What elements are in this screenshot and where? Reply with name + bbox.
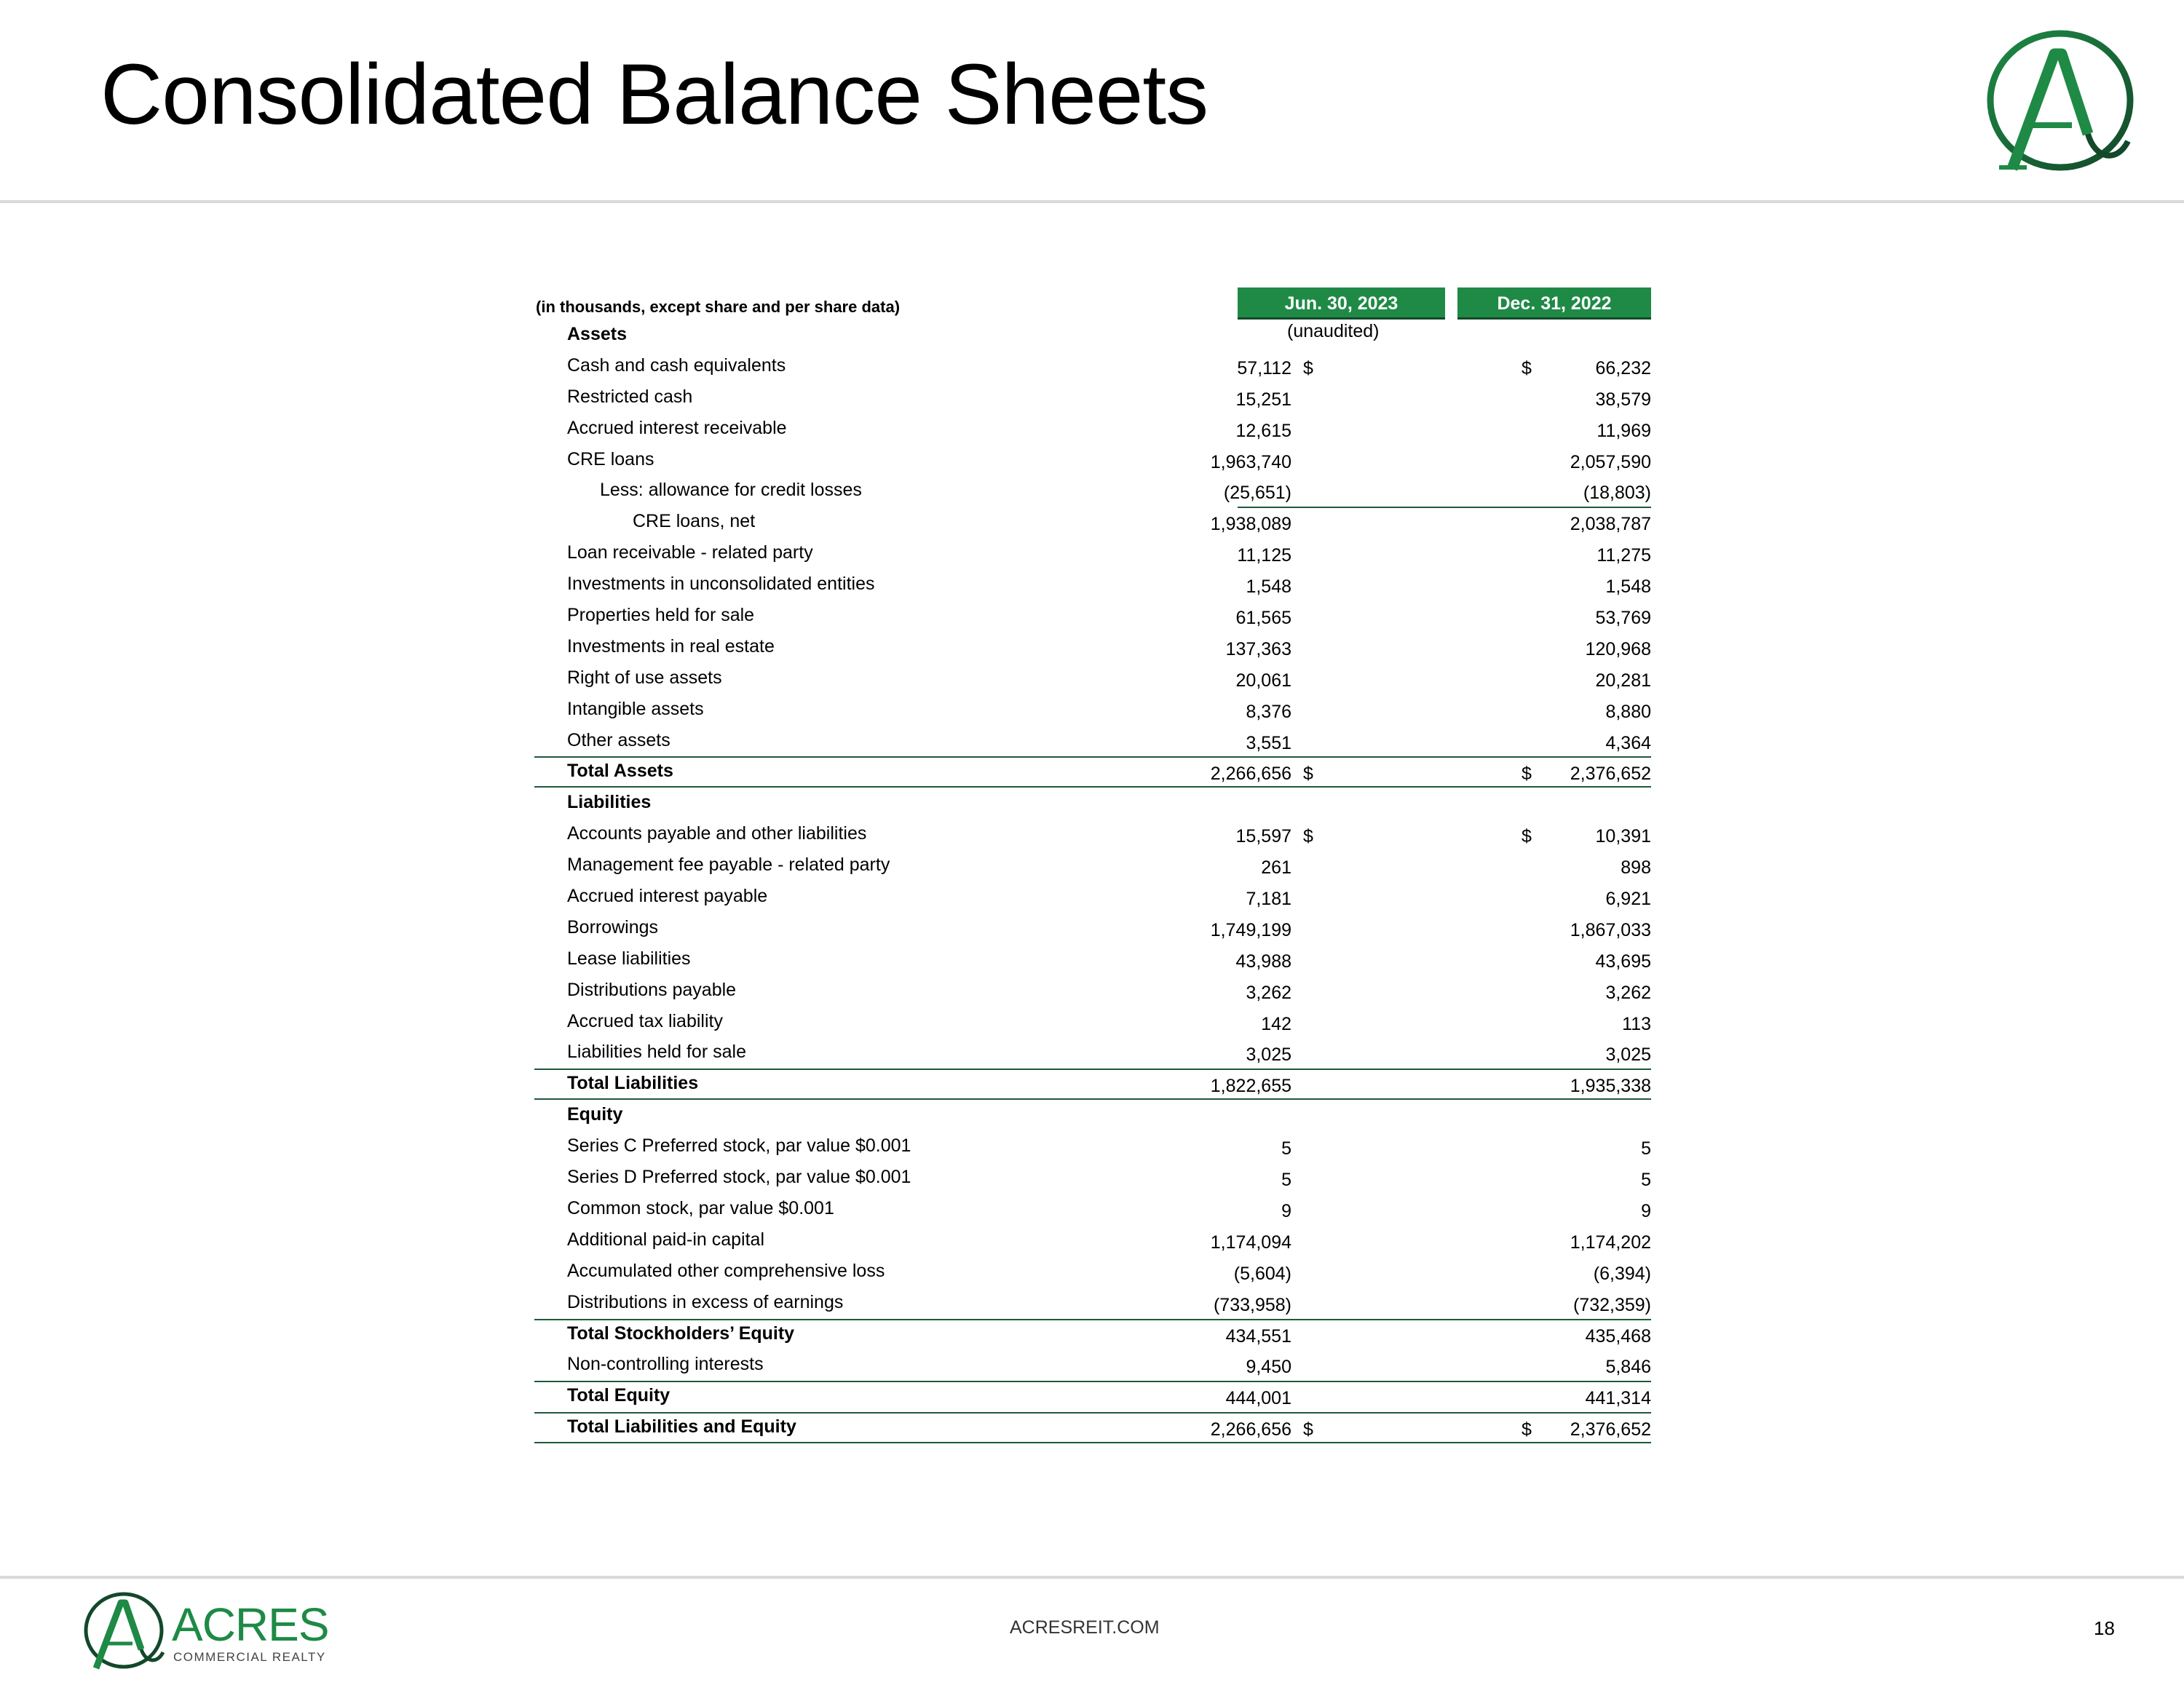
row-label: Total Liabilities [567,1073,699,1094]
row-label: Investments in real estate [567,635,775,657]
value-dec-2022: 1,935,338 [1570,1076,1651,1097]
row-label: Total Stockholders’ Equity [567,1323,795,1344]
table-row [534,1131,1651,1162]
balance-sheet-table [534,288,1651,1443]
row-label: Accrued interest receivable [567,417,787,438]
page-number: 18 [2094,1617,2115,1639]
table-header [534,288,1651,320]
table-row [534,1381,1651,1412]
value-jun-2023: 1,749,199 [1210,919,1291,940]
table-row [534,320,1651,351]
value-jun-2023: 137,363 [1225,638,1291,659]
value-dec-2022: 1,174,202 [1570,1232,1651,1253]
currency-symbol: $ [1303,764,1313,785]
value-jun-2023: 1,938,089 [1210,514,1291,535]
value-dec-2022: (6,394) [1593,1263,1651,1284]
value-dec-2022: (732,359) [1572,1294,1651,1315]
value-jun-2023: 1,174,094 [1210,1232,1291,1253]
table-row [534,1225,1651,1256]
table-row [534,632,1651,663]
value-jun-2023: 15,597 [1235,826,1291,847]
row-label: Right of use assets [567,667,722,688]
currency-symbol: $ [1303,826,1313,847]
value-dec-2022: 66,232 [1595,357,1651,378]
table-row [534,1288,1651,1319]
value-jun-2023: (5,604) [1233,1263,1291,1284]
value-dec-2022: 113 [1622,1013,1651,1034]
unaudited-note: (unaudited) [1287,321,1380,341]
value-jun-2023: 9 [1281,1200,1291,1221]
value-dec-2022: 8,880 [1605,701,1651,722]
row-label: Equity [567,1104,623,1125]
table-row [534,1162,1651,1194]
value-jun-2023: 61,565 [1235,608,1291,629]
value-jun-2023: 1,548 [1246,576,1291,598]
value-jun-2023: 3,551 [1246,732,1291,753]
acres-commercial-realty-logo [82,1587,344,1674]
footer-website-link[interactable]: ACRESREIT.COM [1010,1617,1160,1638]
table-row [534,1256,1651,1288]
table-row [534,756,1651,788]
value-jun-2023: 142 [1261,1013,1291,1034]
value-jun-2023: 3,025 [1246,1044,1291,1066]
table-row [534,726,1651,757]
row-label: Intangible assets [567,698,704,719]
column-header-dec-2022: Dec. 31, 2022 [1457,288,1651,320]
value-jun-2023: 444,001 [1225,1388,1291,1409]
table-row [534,819,1651,850]
table-row [534,1412,1651,1443]
brand-name: ACRES [172,1598,329,1651]
table-row [534,975,1651,1007]
table-row [534,1349,1651,1381]
units-note: (in thousands, except share and per share data) [536,298,901,316]
table-row [534,1319,1651,1350]
table-row [534,944,1651,975]
value-dec-2022: 4,364 [1605,732,1651,753]
table-row [534,1069,1651,1100]
currency-symbol: $ [1522,764,1532,785]
table-row [534,1100,1651,1131]
value-dec-2022: 5 [1641,1138,1651,1159]
table-row [534,351,1651,382]
table-row [534,507,1651,538]
value-dec-2022: 20,281 [1595,670,1651,691]
row-label: Additional paid-in capital [567,1229,765,1250]
value-dec-2022: 435,468 [1585,1325,1651,1347]
row-label: Cash and cash equivalents [567,354,786,376]
value-dec-2022: (18,803) [1583,483,1651,504]
value-dec-2022: 898 [1621,857,1651,879]
value-jun-2023: (733,958) [1213,1294,1291,1315]
row-label: Distributions payable [567,979,737,1000]
value-jun-2023: 57,112 [1237,357,1291,378]
row-label: Restricted cash [567,386,693,407]
value-dec-2022: 5,846 [1605,1357,1651,1378]
table-body [534,320,1651,1443]
row-label: Accumulated other comprehensive loss [567,1260,885,1281]
currency-symbol: $ [1303,357,1313,378]
value-dec-2022: 10,391 [1595,826,1651,847]
value-dec-2022: 11,969 [1597,420,1651,441]
table-row [534,1194,1651,1225]
row-label: Total Equity [567,1385,670,1406]
table-row [534,881,1651,913]
table-row [534,913,1651,944]
value-dec-2022: 43,695 [1595,951,1651,972]
row-label: Common stock, par value $0.001 [567,1197,834,1218]
value-jun-2023: 3,262 [1246,982,1291,1003]
row-label: Lease liabilities [567,948,691,969]
value-dec-2022: 120,968 [1585,638,1651,659]
row-label: CRE loans, net [633,511,756,532]
value-jun-2023: 1,822,655 [1210,1076,1291,1097]
value-dec-2022: 11,275 [1597,545,1651,566]
value-dec-2022: 3,262 [1605,982,1651,1003]
value-jun-2023: 5 [1281,1138,1291,1159]
page-title: Consolidated Balance Sheets [100,47,1208,143]
row-label: Total Liabilities and Equity [567,1416,796,1438]
currency-symbol: $ [1522,1419,1532,1440]
row-label: Loan receivable - related party [567,542,813,563]
value-jun-2023: 12,615 [1235,420,1291,441]
table-row [534,382,1651,413]
value-jun-2023: (25,651) [1223,483,1291,504]
value-dec-2022: 441,314 [1585,1388,1651,1409]
row-label: Accrued interest payable [567,886,768,907]
row-label: Less: allowance for credit losses [600,480,862,501]
table-row [534,1037,1651,1069]
value-dec-2022: 1,867,033 [1570,919,1651,940]
table-row [534,694,1651,726]
value-jun-2023: 7,181 [1246,889,1291,910]
value-dec-2022: 53,769 [1595,608,1651,629]
table-row [534,850,1651,881]
table-row [534,569,1651,600]
table-row [534,538,1651,569]
row-label: Distributions in excess of earnings [567,1291,844,1312]
value-jun-2023: 261 [1261,857,1291,879]
row-label: Total Assets [567,761,673,782]
row-label: Series D Preferred stock, par value $0.001 [567,1167,911,1188]
row-label: Accrued tax liability [567,1010,723,1031]
row-label: Accounts payable and other liabilities [567,823,867,844]
row-label: CRE loans [567,448,654,469]
value-dec-2022: 2,376,652 [1570,1419,1651,1440]
row-label: Assets [567,324,627,344]
value-dec-2022: 3,025 [1605,1044,1651,1066]
table-row [534,413,1651,445]
value-jun-2023: 11,125 [1237,545,1291,566]
acres-logo-mark [1979,25,2139,175]
table-row [534,600,1651,632]
value-dec-2022: 9 [1641,1200,1651,1221]
row-label: Investments in unconsolidated entities [567,574,875,595]
value-jun-2023: 1,963,740 [1210,451,1291,472]
value-jun-2023: 5 [1281,1170,1291,1191]
row-label: Liabilities [567,792,652,813]
value-jun-2023: 15,251 [1235,389,1291,410]
row-label: Other assets [567,729,670,750]
value-jun-2023: 9,450 [1246,1357,1291,1378]
footer-divider [0,1576,2184,1579]
brand-tagline: COMMERCIAL REALTY [173,1650,326,1664]
row-label: Series C Preferred stock, par value $0.001 [567,1135,911,1157]
value-dec-2022: 2,057,590 [1570,451,1651,472]
header-divider [0,200,2184,203]
table-row [534,788,1651,819]
value-jun-2023: 2,266,656 [1210,764,1291,785]
value-dec-2022: 38,579 [1595,389,1651,410]
row-label: Liabilities held for sale [567,1042,746,1063]
currency-symbol: $ [1522,357,1532,378]
row-label: Borrowings [567,916,659,937]
value-jun-2023: 434,551 [1225,1325,1291,1347]
table-row [534,663,1651,694]
value-dec-2022: 1,548 [1605,576,1651,598]
value-jun-2023: 43,988 [1235,951,1291,972]
value-jun-2023: 20,061 [1235,670,1291,691]
row-label: Non-controlling interests [567,1354,764,1375]
value-dec-2022: 6,921 [1605,889,1651,910]
value-dec-2022: 5 [1641,1170,1651,1191]
value-jun-2023: 8,376 [1246,701,1291,722]
value-jun-2023: 2,266,656 [1210,1419,1291,1440]
table-row [534,1007,1651,1038]
currency-symbol: $ [1522,826,1532,847]
column-header-jun-2023: Jun. 30, 2023 [1238,288,1445,320]
value-dec-2022: 2,376,652 [1570,764,1651,785]
currency-symbol: $ [1303,1419,1313,1440]
row-label: Properties held for sale [567,605,755,626]
value-dec-2022: 2,038,787 [1570,514,1651,535]
row-label: Management fee payable - related party [567,855,890,876]
table-row [534,445,1651,476]
table-row [534,475,1651,507]
